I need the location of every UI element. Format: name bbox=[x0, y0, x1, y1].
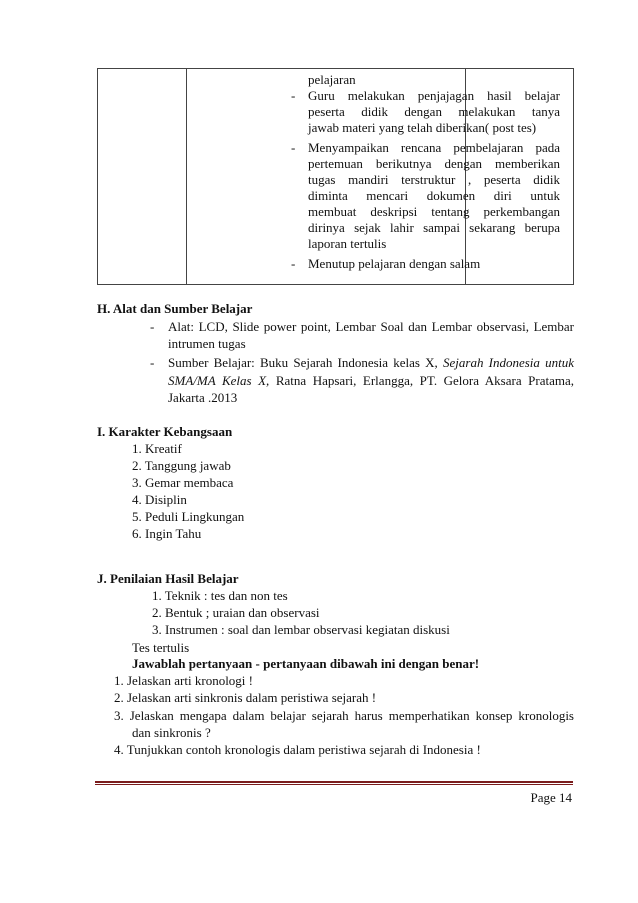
cell-line: membuat deskripsi tentang perkembangan bbox=[308, 204, 560, 219]
sumber-line: Sumber Belajar: Buku Sejarah Indonesia kelas X, Sejarah Indonesia untuk bbox=[168, 355, 575, 370]
footer-rule bbox=[95, 781, 573, 783]
list-item: 1. Kreatif bbox=[132, 441, 182, 456]
question-item: dan sinkronis ? bbox=[132, 725, 211, 740]
question-instruction: Jawablah pertanyaan - pertanyaan dibawah ini dengan benar! bbox=[132, 656, 480, 671]
cell-line: pertemuan berikutnya dengan memberikan bbox=[308, 156, 560, 171]
list-item: 3. Instrumen : soal dan lembar observasi kegiatan diskusi bbox=[152, 622, 450, 637]
list-item: 2. Tanggung jawab bbox=[132, 458, 231, 473]
cell-line: pelajaran bbox=[308, 72, 356, 87]
cell-line: jawab materi yang telah diberikan( post tes) bbox=[308, 120, 537, 135]
footer-rule bbox=[95, 784, 573, 785]
question-item: 4. Tunjukkan contoh kronologis dalam peristiwa sejarah di Indonesia ! bbox=[114, 742, 481, 757]
section-j-heading: J. Penilaian Hasil Belajar bbox=[97, 571, 239, 586]
question-item: 3. Jelaskan mengapa dalam belajar sejarah harus memperhatikan konsep kronologis bbox=[114, 708, 574, 723]
cell-line: tugas mandiri terstruktur , peserta didik bbox=[308, 172, 560, 187]
bullet-dash: - bbox=[291, 140, 296, 155]
cell-line: diminta mencari dokumen diri untuk bbox=[308, 188, 560, 203]
question-item: 1. Jelaskan arti kronologi ! bbox=[114, 673, 253, 688]
list-item: 5. Peduli Lingkungan bbox=[132, 509, 245, 524]
section-h-heading: H. Alat dan Sumber Belajar bbox=[97, 301, 253, 316]
cell-line: dirinya sejak lahir sampai sekarang berupa bbox=[308, 220, 560, 235]
list-item: 3. Gemar membaca bbox=[132, 475, 234, 490]
list-item: 4. Disiplin bbox=[132, 492, 187, 507]
list-item: 6. Ingin Tahu bbox=[132, 526, 202, 541]
bullet-dash: - bbox=[150, 355, 155, 370]
cell-line: laporan tertulis bbox=[308, 236, 387, 251]
sumber-line: Jakarta .2013 bbox=[168, 390, 238, 405]
list-item: 2. Bentuk ; uraian dan observasi bbox=[152, 605, 320, 620]
alat-line: intrumen tugas bbox=[168, 336, 246, 351]
cell-line: - Guru melakukan penjajagan hasil belajar bbox=[291, 88, 560, 103]
table-column-divider bbox=[186, 69, 187, 284]
sumber-line: SMA/MA Kelas X, Ratna Hapsari, Erlangga, PT. Gelora Aksara Pratama, bbox=[168, 373, 574, 388]
alat-line: Alat: LCD, Slide power point, Lembar Soal dan Lembar observasi, Lembar bbox=[168, 319, 574, 334]
page-number: Page 14 bbox=[530, 790, 572, 805]
tes-tertulis-label: Tes tertulis bbox=[132, 640, 190, 655]
cell-line: peserta didik dengan melakukan tanya bbox=[308, 104, 560, 119]
bullet-dash: - bbox=[291, 256, 296, 271]
cell-line: - Menyampaikan rencana pembelajaran pada bbox=[291, 140, 560, 155]
section-i-heading: I. Karakter Kebangsaan bbox=[97, 424, 233, 439]
question-item: 2. Jelaskan arti sinkronis dalam peristiwa sejarah ! bbox=[114, 690, 377, 705]
bullet-dash: - bbox=[291, 88, 296, 103]
list-item: 1. Teknik : tes dan non tes bbox=[152, 588, 288, 603]
lesson-activity-table bbox=[97, 68, 574, 285]
cell-line: - Menutup pelajaran dengan salam bbox=[291, 256, 481, 271]
bullet-dash: - bbox=[150, 319, 155, 334]
